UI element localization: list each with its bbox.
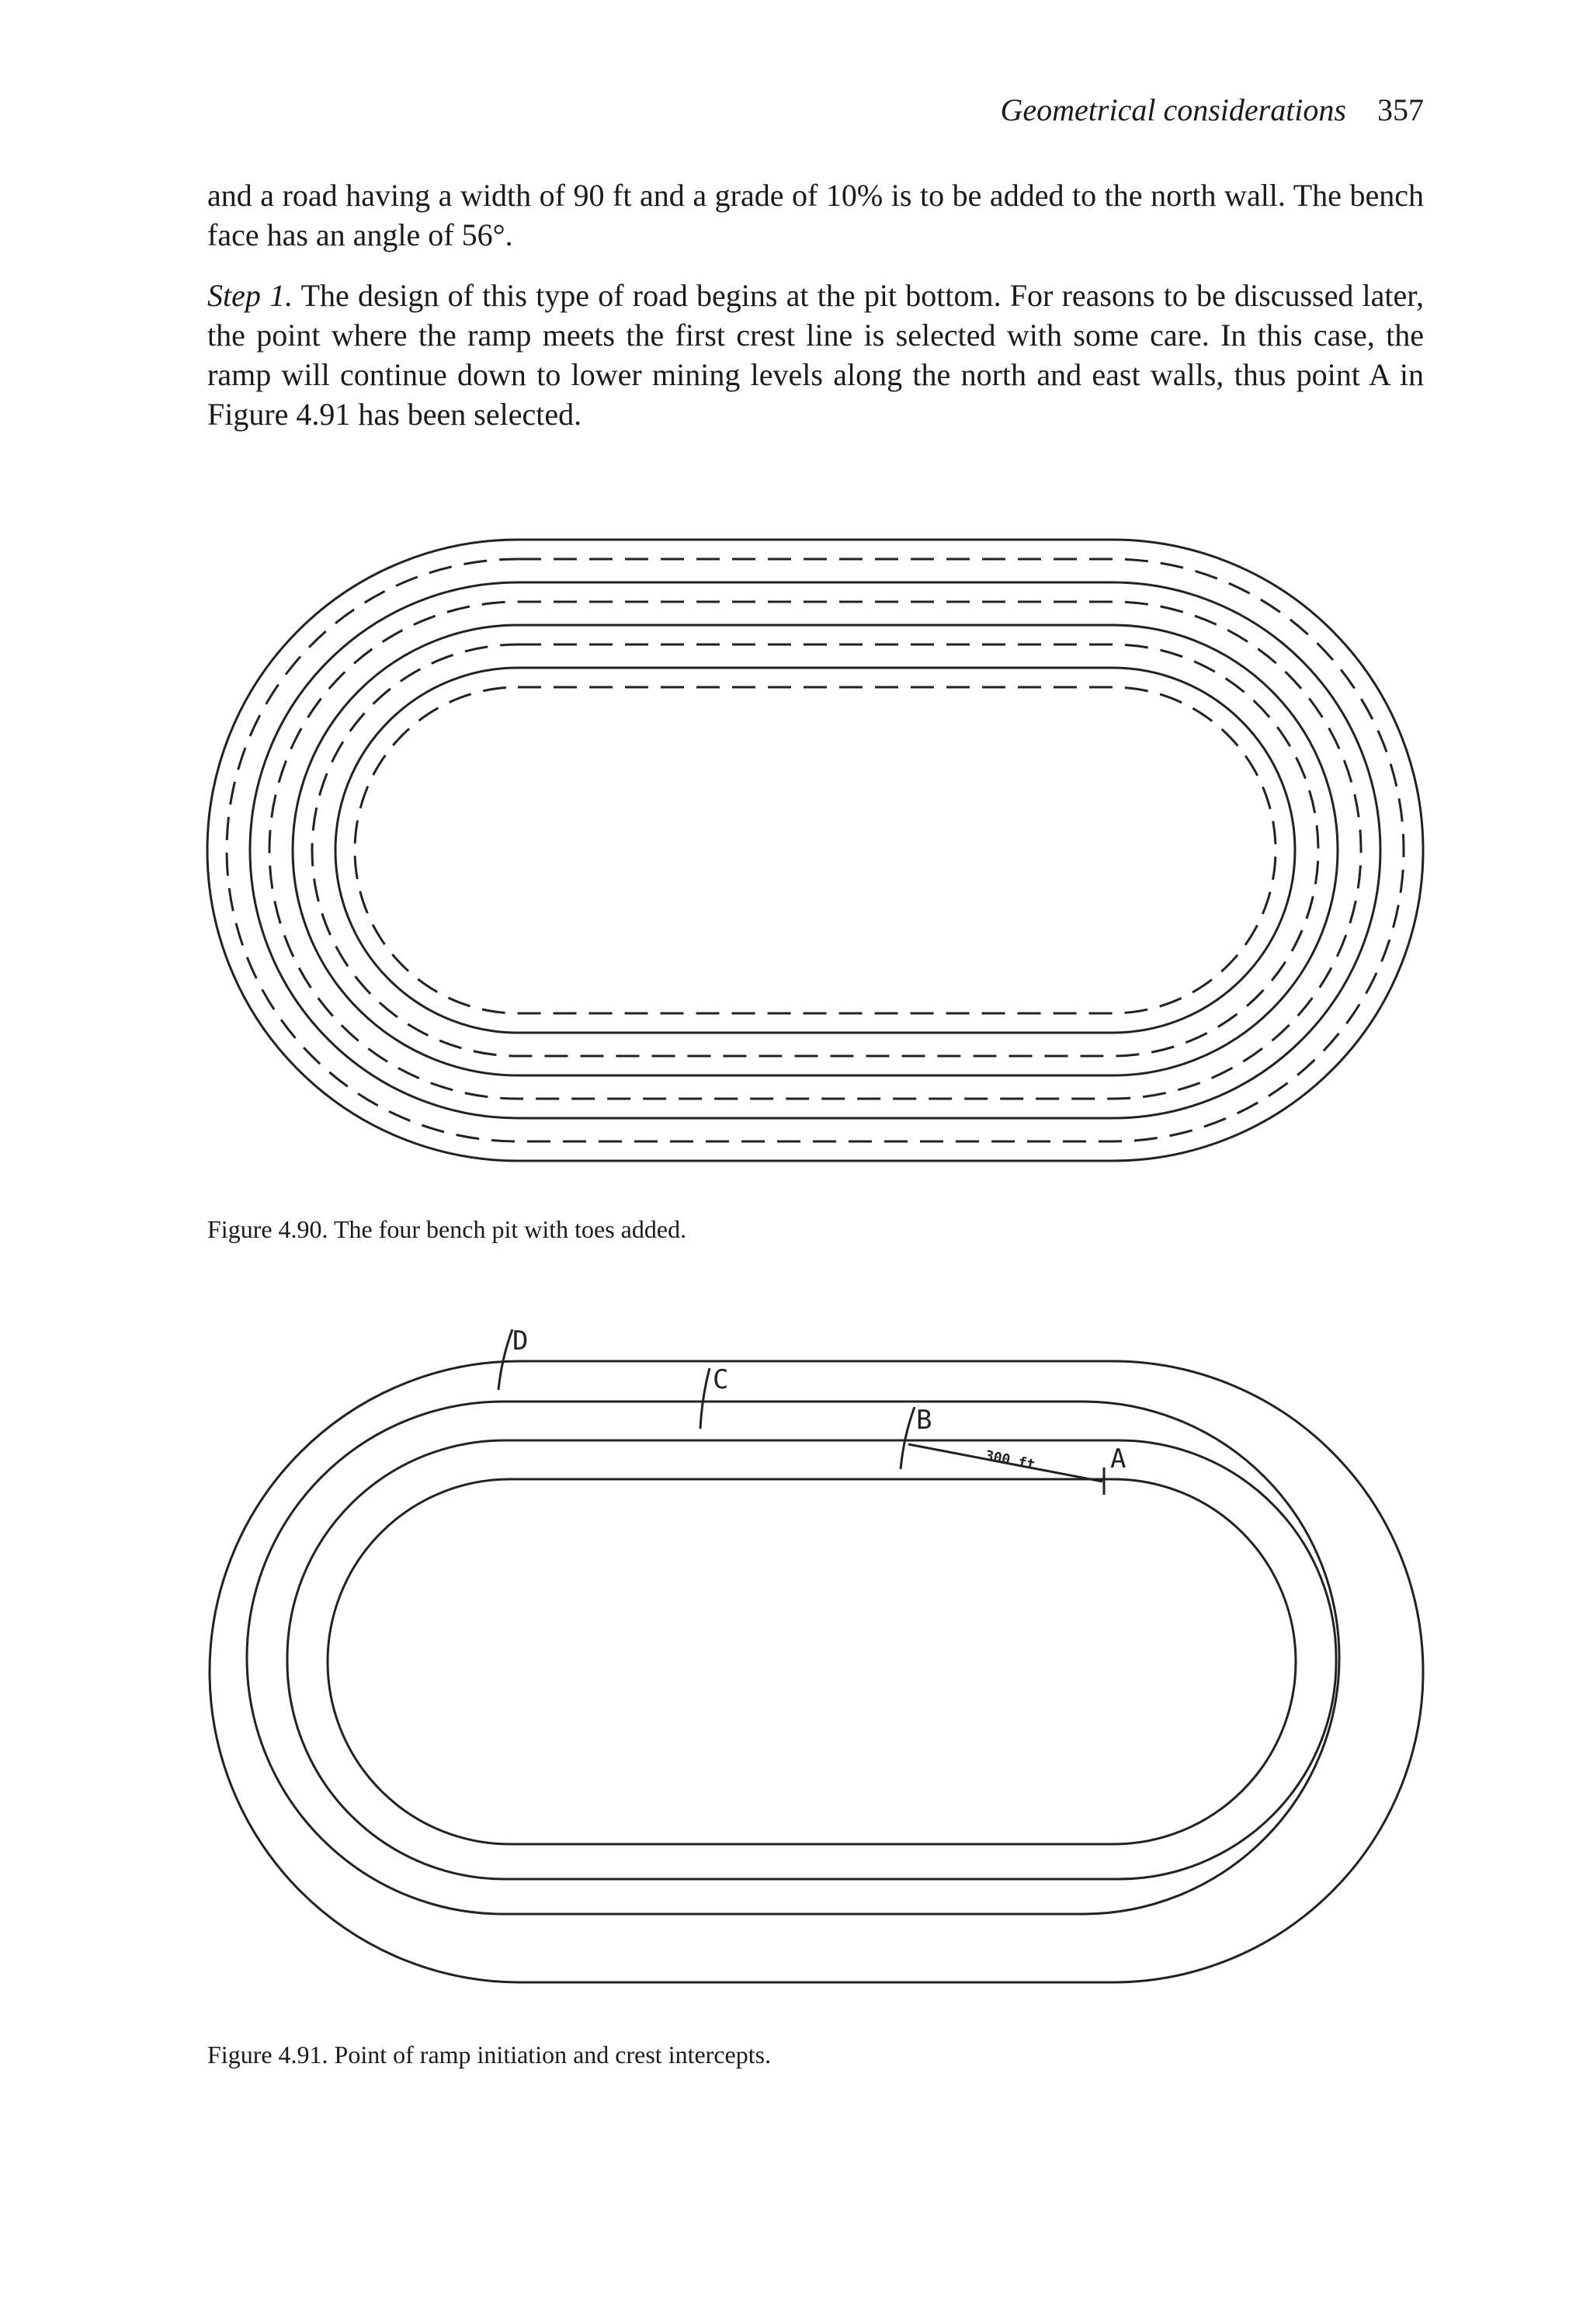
paragraph-1: and a road having a width of 90 ft and a grade of 10% is to be added to the north wall. The bench face has an angle of 56°. — [207, 178, 1424, 252]
label-distance: 300 ft — [984, 1447, 1036, 1474]
running-head — [1001, 92, 1425, 128]
label-b: B — [916, 1405, 932, 1436]
label-a: A — [1110, 1443, 1127, 1475]
figure-4-90 — [0, 528, 1590, 1172]
arc-b — [901, 1407, 915, 1469]
crest-line-2 — [250, 582, 1380, 1118]
label-c: C — [713, 1364, 729, 1395]
bench-pit-diagram — [0, 528, 1590, 1172]
toe-line-2 — [269, 602, 1361, 1099]
step-label: Step 1. — [207, 278, 293, 313]
figure-4-91 — [0, 1312, 1590, 2011]
running-head-title: Geometrical considerations — [1000, 92, 1346, 127]
label-d: D — [512, 1325, 529, 1357]
arc-d — [498, 1329, 512, 1390]
crest-line-3 — [293, 625, 1338, 1075]
paragraph-2-body: The design of this type of road begins at the pit bottom. For reasons to be discussed later, the point where the ramp meets the first crest line is selected with some care. In this case, the ramp will continue down to lower mining levels along the north and east walls, thus point A in Figure 4.91 has been selected. — [207, 278, 1424, 432]
crest-line-1 — [207, 540, 1423, 1161]
toe-line-1 — [227, 559, 1404, 1141]
crest-line-3 — [287, 1440, 1336, 1879]
crest-line-4 — [328, 1479, 1296, 1844]
arc-c — [700, 1368, 710, 1429]
toe-line-3 — [312, 644, 1318, 1056]
figure-4-90-caption: Figure 4.90. The four bench pit with toes added. — [207, 1215, 687, 1243]
figure-4-91-caption: Figure 4.91. Point of ramp initiation and crest intercepts. — [207, 2041, 772, 2069]
paragraph-2 — [207, 276, 1424, 434]
crest-line-4 — [335, 668, 1295, 1033]
toe-line-4 — [355, 687, 1276, 1013]
ramp-diagram — [0, 1312, 1590, 2011]
page-number: 357 — [1377, 92, 1424, 127]
